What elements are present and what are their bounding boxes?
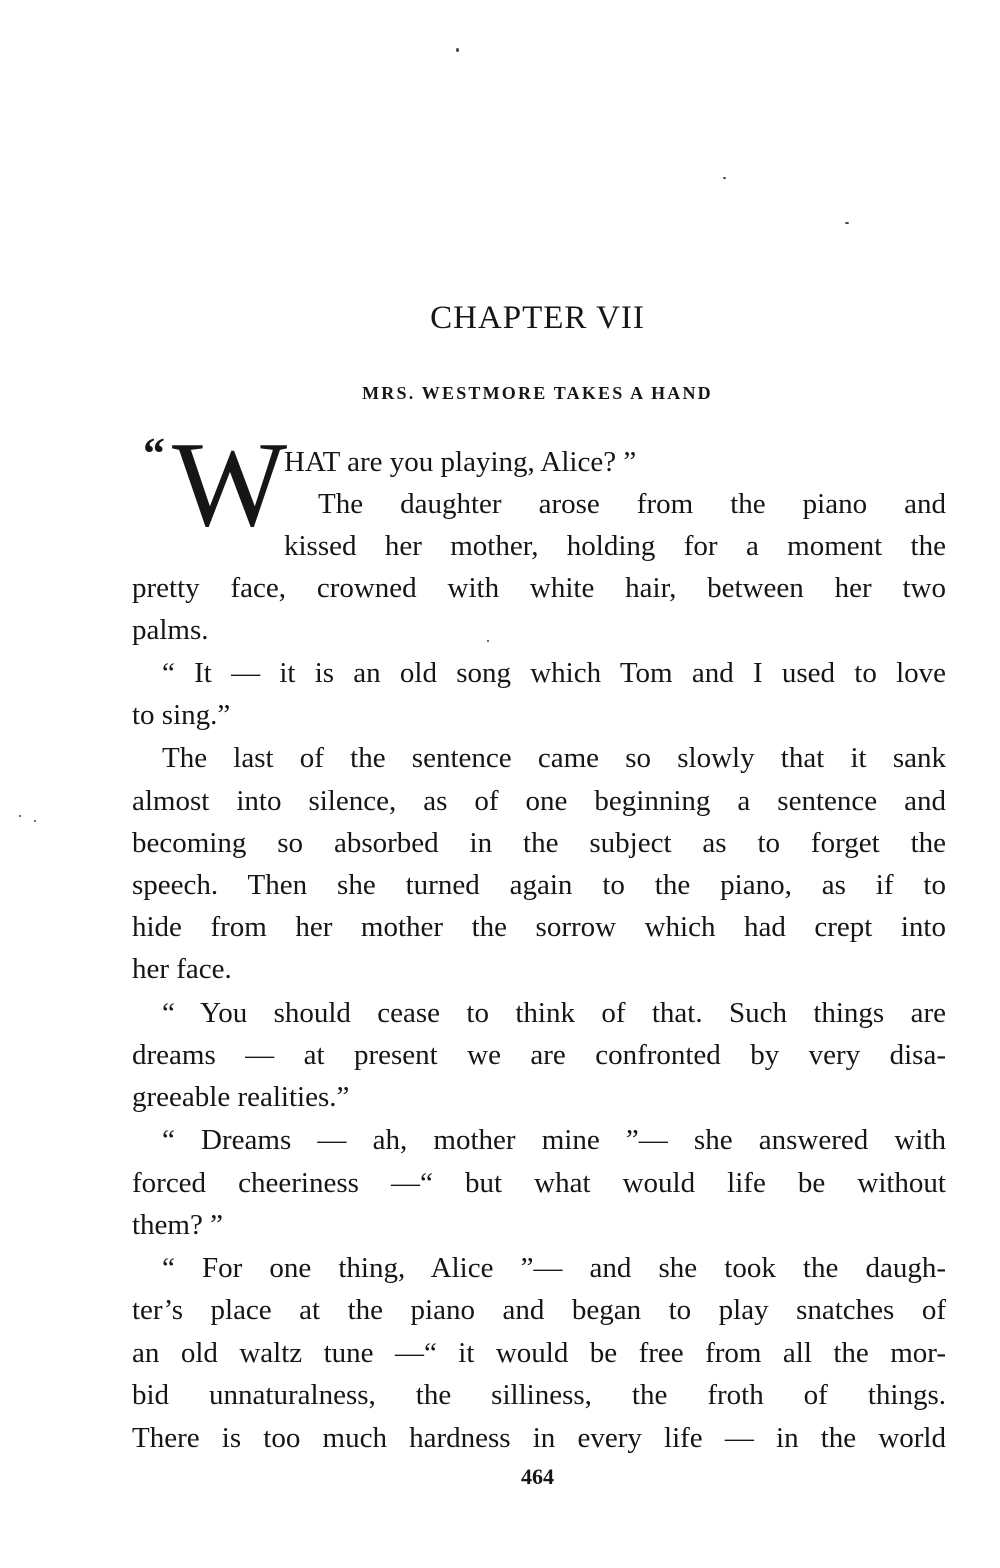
scan-speck bbox=[845, 222, 849, 224]
text-line: them? ” bbox=[132, 1209, 223, 1241]
page-number: 464 bbox=[521, 1464, 554, 1489]
text-line: speech. Then she turned again to the piano, as if to bbox=[132, 869, 946, 901]
text-line: bid unnaturalness, the silliness, the froth of things. bbox=[132, 1379, 946, 1411]
dropcap-letter: W bbox=[172, 417, 288, 552]
text-line: “ You should cease to think of that. Such things are bbox=[162, 997, 946, 1029]
text-line: becoming so absorbed in the subject as to forget the bbox=[132, 827, 946, 859]
text-line: “ It — it is an old song which Tom and I used to love bbox=[162, 657, 946, 689]
chapter-subtitle: MRS. WESTMORE TAKES A HAND bbox=[362, 383, 713, 403]
chapter-title: CHAPTER VII bbox=[430, 300, 645, 336]
text-line: almost into silence, as of one beginning a sentence and bbox=[132, 785, 946, 817]
text-line: The daughter arose from the piano and bbox=[318, 488, 946, 520]
text-line: an old waltz tune —“ it would be free from all the mor- bbox=[132, 1337, 946, 1369]
scan-speck bbox=[19, 815, 21, 817]
text-line: dreams — at present we are confronted by very disa- bbox=[132, 1039, 946, 1071]
text-line: greeable realities.” bbox=[132, 1081, 350, 1113]
text-line: ter’s place at the piano and began to play snatches of bbox=[132, 1294, 946, 1326]
text-line: The last of the sentence came so slowly that it sank bbox=[162, 742, 946, 774]
text-line: kissed her mother, holding for a moment the bbox=[284, 530, 946, 562]
dropcap-opening-quote: “ bbox=[143, 429, 165, 478]
scan-speck bbox=[456, 48, 459, 52]
scan-speck bbox=[723, 177, 726, 179]
scan-speck bbox=[34, 820, 36, 822]
text-line: her face. bbox=[132, 953, 232, 985]
text-line: palms. bbox=[132, 614, 209, 646]
text-line: to sing.” bbox=[132, 699, 231, 731]
text-line: forced cheeriness —“ but what would life be without bbox=[132, 1167, 946, 1199]
text-line: pretty face, crowned with white hair, between her two bbox=[132, 572, 946, 604]
text-line: hide from her mother the sorrow which had crept into bbox=[132, 911, 946, 943]
text-line: HAT are you playing, Alice? ” bbox=[284, 446, 637, 478]
text-line: “ Dreams — ah, mother mine ”— she answered with bbox=[162, 1124, 946, 1156]
text-line: “ For one thing, Alice ”— and she took the daugh- bbox=[162, 1252, 946, 1284]
text-line: There is too much hardness in every life — in the world bbox=[132, 1422, 946, 1454]
